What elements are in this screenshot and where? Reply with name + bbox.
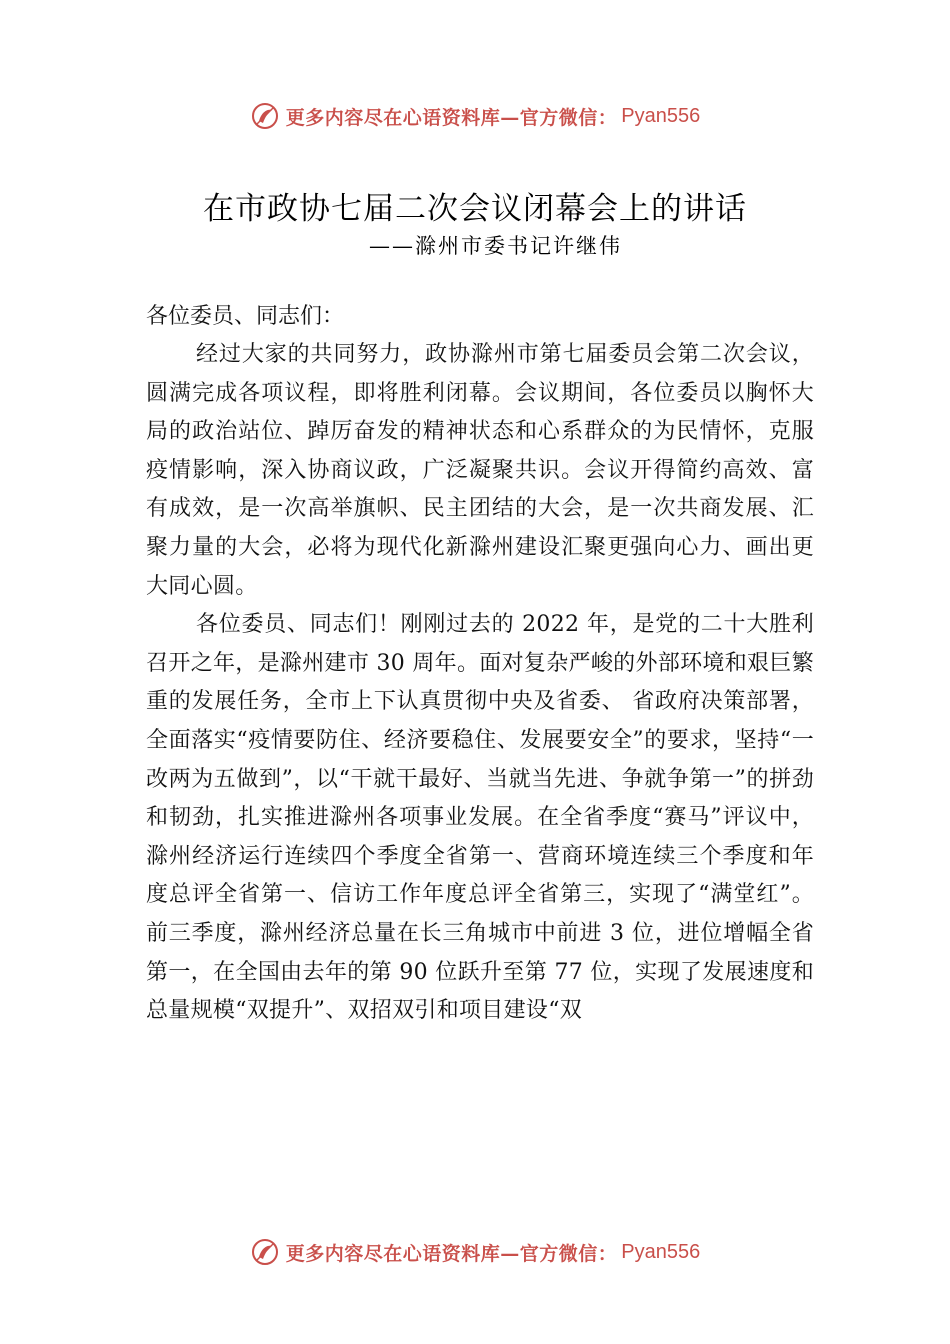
watermark-text: 更多内容尽在心语资料库—官方微信： [285,106,618,129]
logo-icon [250,1237,280,1267]
salutation: 各位委员、同志们： [146,304,345,329]
watermark-footer [0,1232,950,1272]
watermark-text: 更多内容尽在心语资料库—官方微信： [285,1242,618,1265]
logo-icon [250,101,280,131]
document-subtitle: ——滁州市委书记许继伟 [369,234,622,258]
paragraph: 各位委员、同志们！刚刚过去的 2022 年，是党的二十大胜利召开之年，是滁州建市 30 周年。面对复杂严峻的外部环境和艰巨繁重的发展任务，全市上下认真贯彻中央及省委、 省政府决策部署，全面落实“疫情要防住、经济要稳住、发展要安全”的要求，坚持“一改两为五做到”，以“干就干最好、当就当先进、争就争第一”的拼劲和韧劲，扎实推进滁州各项事业发展。在全省季度“赛马”评议中，滁州经济运行连续四个季度全省第一、营商环境连续三个季度和年度总评全省第一、信访工作年度总评全省第三，实现了“满堂红”。前三季度，滁州经济总量在长三角城市中前进 3 位，进位增幅全省第一，在全国由去年的第 90 位跃升至第 77 位，实现了发展速度和总量规模“双提升”、双招双引和项目建设“双 [146,612,814,1024]
paragraph: 经过大家的共同努力，政协滁州市第七届委员会第二次会议，圆满完成各项议程，即将胜利闭幕。会议期间，各位委员以胸怀大局的政治站位、踔厉奋发的精神状态和心系群众的为民情怀，克服疫情影响，深入协商议政，广泛凝聚共识。会议开得简约高效、富有成效，是一次高举旗帜、民主团结的大会，是一次共商发展、汇聚力量的大会，必将为现代化新滁州建设汇聚更强向心力、画出更大同心圆。 [146,342,814,599]
document-body [146,298,814,1031]
watermark-wechat-id: Pyan556 [621,104,701,127]
watermark-header [0,96,950,136]
watermark-wechat-id: Pyan556 [621,1240,701,1263]
document-title: 在市政协七届二次会议闭幕会上的讲话 [203,191,747,227]
